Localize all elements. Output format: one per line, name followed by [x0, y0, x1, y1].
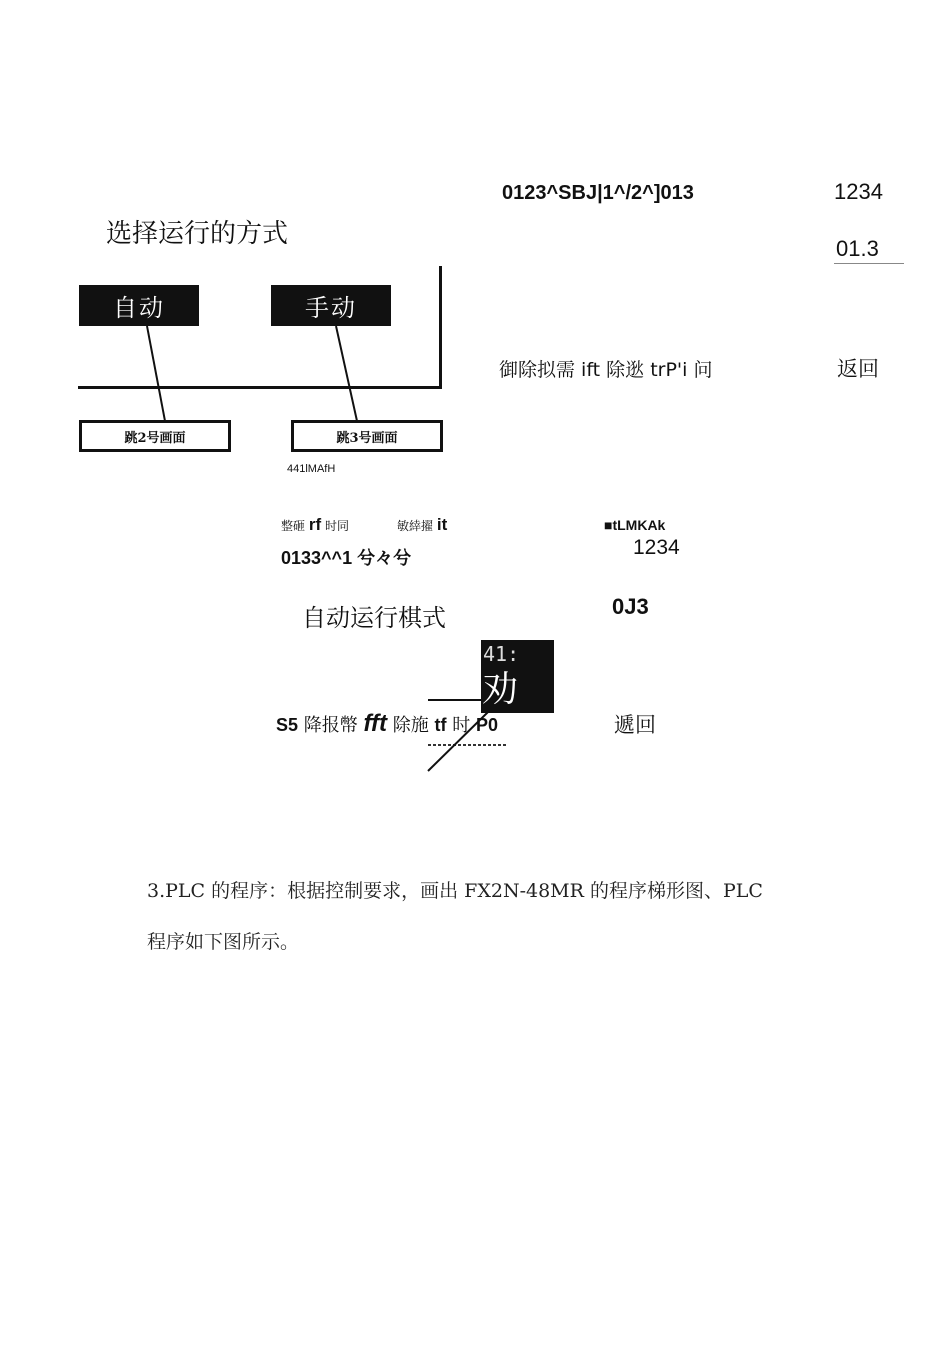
label-mid-a: 敏緈擢	[397, 519, 434, 533]
bottom-line-c: fft	[363, 710, 388, 737]
auto-button[interactable]: 自动	[79, 285, 199, 326]
screen2-value-b: 0J3	[612, 594, 649, 619]
goto-page2-button[interactable]: 跳2号画面	[79, 420, 231, 452]
screen1-counter-line: 0123^SBJ|1^/2^]013	[502, 182, 694, 204]
screen2-value-a: 1234	[633, 536, 680, 559]
screen1-value-a: 1234	[834, 179, 883, 204]
screen2-return-button[interactable]: 遞回	[614, 713, 656, 737]
manual-button[interactable]: 手动	[271, 285, 391, 326]
label-left-a: 整砸	[281, 519, 306, 533]
screen2-label-mid	[397, 515, 447, 535]
screen2-bottom-line	[276, 710, 498, 738]
screen1-garbled-line: 御除拟需 ift 除逖 trP'i 问	[499, 359, 713, 381]
goto-page3-button[interactable]: 跳3号画面	[291, 420, 443, 452]
screen1-value-b: 01.3	[836, 236, 879, 261]
overlay-top-text: 41:	[483, 642, 520, 666]
bottom-line-g: P0	[475, 715, 499, 735]
paragraph-line-2: 程序如下图所示。	[147, 931, 300, 953]
bottom-line-b: 降报幣	[303, 715, 358, 736]
return-button[interactable]: 返回	[837, 357, 879, 381]
bottom-line-a: S5	[276, 715, 299, 735]
screen2-title: 自动运行棋式	[302, 604, 446, 632]
overlay-char: 劝	[482, 669, 519, 710]
screen2-counter-line: 0133^^1 兮々兮	[281, 548, 412, 568]
bottom-line-f: 时	[452, 715, 471, 736]
label-left-c: 时同	[324, 519, 349, 533]
screen1-caption: 441lMAfH	[287, 463, 336, 475]
screen2-label-row	[281, 515, 349, 535]
page-title: 选择运行的方式	[106, 219, 289, 249]
screen2-label-right: ■tLMKAk	[604, 517, 666, 533]
bottom-line-d: 除施	[392, 715, 429, 736]
screen2-overlay-box	[481, 640, 554, 713]
bottom-line-e: tf	[434, 715, 447, 735]
paragraph-line-1: 3.PLC 的程序：根据控制要求，画出 FX2N-48MR 的程序梯形图、PLC	[147, 880, 763, 902]
label-mid-b: it	[436, 515, 448, 534]
label-left-b: rf	[308, 515, 322, 534]
